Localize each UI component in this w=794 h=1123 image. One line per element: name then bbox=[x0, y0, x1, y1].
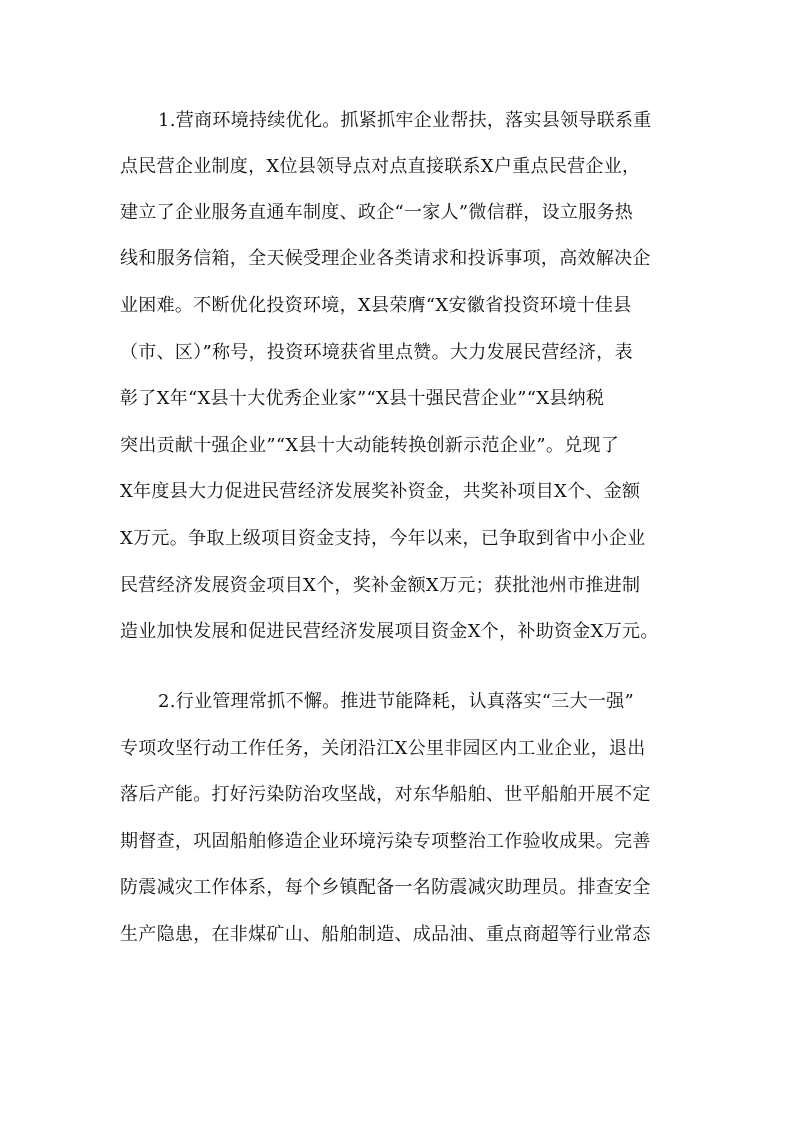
paragraph-line: 突出贡献十强企业”“X县十大动能转换创新示范企业”。兑现了 bbox=[120, 435, 620, 456]
paragraph-line: 点民营企业制度，X位县领导点对点直接联系X户重点民营企业， bbox=[120, 156, 641, 177]
paragraph-line: 建立了企业服务直通车制度、政企“一家人”微信群，设立服务热 bbox=[120, 202, 634, 223]
paragraph-line: X年度县大力促进民营经济发展奖补资金，共奖补项目X个、金额 bbox=[120, 481, 641, 502]
paragraph-line: 2.行业管理常抓不懈。推进节能降耗，认真落实“三大一强” bbox=[158, 691, 634, 712]
paragraph-line: 线和服务信箱，全天候受理企业各类请求和投诉事项，高效解决企 bbox=[120, 248, 651, 269]
paragraph-line: 民营经济发展资金项目X个，奖补金额X万元；获批池州市推进制 bbox=[120, 575, 641, 596]
paragraph-line: 落后产能。打好污染防治攻坚战，对东华船舶、世平船舶开展不定 bbox=[120, 784, 651, 805]
paragraph-line: 1.营商环境持续优化。抓紧抓牢企业帮扶，落实县领导联系重 bbox=[158, 110, 652, 131]
paragraph-line: X万元。争取上级项目资金支持，今年以来，已争取到省中小企业 bbox=[120, 528, 646, 549]
paragraph-line: 造业加快发展和促进民营经济发展项目资金X个，补助资金X万元。 bbox=[120, 621, 659, 642]
paragraph-line: （市、区）”称号，投资环境获省里点赞。大力发展民营经济，表 bbox=[120, 342, 633, 363]
paragraph-line: 生产隐患，在非煤矿山、船舶制造、成品油、重点商超等行业常态 bbox=[120, 924, 651, 945]
paragraph-line: 期督查，巩固船舶修造企业环境污染专项整治工作验收成果。完善 bbox=[120, 831, 651, 852]
paragraph-line: 彰了X年“X县十大优秀企业家”“X县十强民营企业”“X县纳税 bbox=[120, 388, 605, 409]
paragraph-line: 防震减灾工作体系，每个乡镇配备一名防震减灾助理员。排查安全 bbox=[120, 877, 651, 898]
paragraph-line: 专项攻坚行动工作任务，关闭沿江X公里非园区内工业企业，退出 bbox=[120, 738, 646, 759]
paragraph-line: 业困难。不断优化投资环境，X县荣膺“X安徽省投资环境十佳县 bbox=[120, 295, 632, 316]
